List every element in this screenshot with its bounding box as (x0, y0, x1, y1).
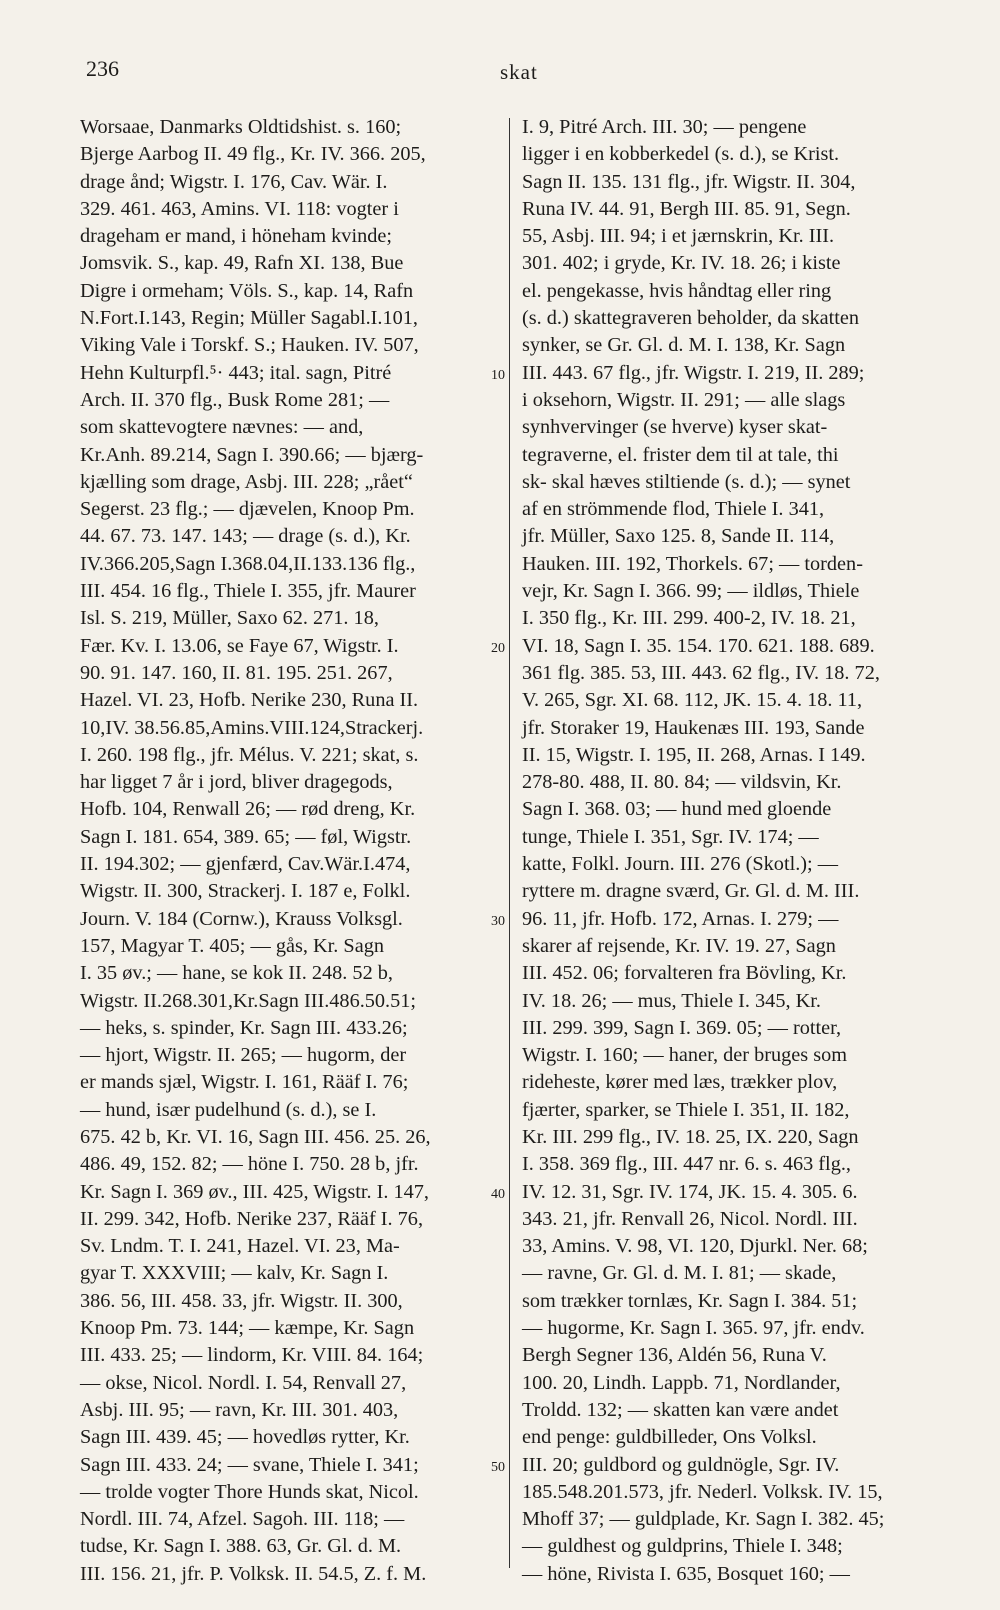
text-line: Kr. III. 299 flg., IV. 18. 25, IX. 220, Sagn (522, 1125, 859, 1148)
text-line: Wigstr. II. 300, Strackerj. I. 187 e, Folkl. (80, 880, 411, 903)
text-line: 157, Magyar T. 405; — gås, Kr. Sagn (80, 934, 384, 957)
text-line: II. 15, Wigstr. I. 195, II. 268, Arnas. I 149. (522, 743, 866, 766)
text-line: Sagn II. 135. 131 flg., jfr. Wigstr. II. 304, (522, 170, 856, 193)
text-line: Bjerge Aarbog II. 49 flg., Kr. IV. 366. 205, (80, 143, 426, 166)
line-marker: 50 (491, 1459, 505, 1475)
text-line: — trolde vogter Thore Hunds skat, Nicol. (80, 1480, 419, 1503)
line-marker: 30 (491, 913, 505, 929)
text-line: Kr. Sagn I. 369 øv., III. 425, Wigstr. I. 147, (80, 1180, 430, 1203)
text-line: — höne, Rivista I. 635, Bosquet 160; — (522, 1562, 850, 1585)
text-line: katte, Folkl. Journ. III. 276 (Skotl.); — (522, 853, 839, 876)
text-line: som skattevogtere nævnes: — and, (80, 416, 364, 439)
column-divider (509, 118, 510, 1568)
text-line: Digre i ormeham; Völs. S., kap. 14, Rafn (80, 279, 414, 302)
text-line: rideheste, kører med læs, trækker plov, (522, 1071, 838, 1094)
text-line: Isl. S. 219, Müller, Saxo 62. 271. 18, (80, 607, 379, 630)
text-line: III. 454. 16 flg., Thiele I. 355, jfr. Maurer (80, 580, 416, 603)
text-line: Troldd. 132; — skatten kan være andet (522, 1398, 839, 1421)
text-line: — guldhest og guldprins, Thiele I. 348; (522, 1535, 843, 1558)
text-line: skarer af rejsende, Kr. IV. 19. 27, Sagn (522, 934, 836, 957)
text-line: ryttere m. dragne sværd, Gr. Gl. d. M. III. (522, 880, 860, 903)
running-title: skat (500, 60, 538, 84)
text-line: af en strömmende flod, Thiele I. 341, (522, 498, 825, 521)
text-line: Fær. Kv. I. 13.06, se Faye 67, Wigstr. I. (80, 634, 399, 657)
text-line: I. 358. 369 flg., III. 447 nr. 6. s. 463 flg., (522, 1153, 851, 1176)
text-line: Bergh Segner 136, Aldén 56, Runa V. (522, 1344, 827, 1367)
text-line: 96. 11, jfr. Hofb. 172, Arnas. I. 279; — (522, 907, 839, 930)
text-line: Kr.Anh. 89.214, Sagn I. 390.66; — bjærg- (80, 443, 424, 466)
line-marker: 40 (491, 1186, 505, 1202)
text-line: Wigstr. II.268.301,Kr.Sagn III.486.50.51; (80, 989, 417, 1012)
text-line: Nordl. III. 74, Afzel. Sagoh. III. 118; — (80, 1508, 405, 1531)
text-line: Journ. V. 184 (Cornw.), Krauss Volksgl. (80, 907, 403, 930)
text-line: i oksehorn, Wigstr. II. 291; — alle slags (522, 388, 846, 411)
text-line: 185.548.201.573, jfr. Nederl. Volksk. IV. 15, (522, 1480, 883, 1503)
text-line: synhvervinger (se hverve) kyser skat- (522, 416, 828, 439)
text-line: Segerst. 23 flg.; — djævelen, Knoop Pm. (80, 498, 415, 521)
text-line: ligger i en kobberkedel (s. d.), se Krist. (522, 143, 840, 166)
line-marker: 10 (491, 367, 505, 383)
text-line: 10,IV. 38.56.85,Amins.VIII.124,Strackerj. (80, 716, 424, 739)
text-line: 278-80. 488, II. 80. 84; — vildsvin, Kr. (522, 771, 842, 794)
line-marker: 20 (491, 640, 505, 656)
text-line: har ligget 7 år i jord, bliver dragegods, (80, 771, 393, 794)
text-line: som trækker tornlæs, Kr. Sagn I. 384. 51; (522, 1289, 858, 1312)
text-line: 361 flg. 385. 53, III. 443. 62 flg., IV. 18. 72, (522, 661, 880, 684)
text-line: 90. 91. 147. 160, II. 81. 195. 251. 267, (80, 661, 393, 684)
text-line: Sagn III. 439. 45; — hovedløs rytter, Kr. (80, 1426, 410, 1449)
text-line: VI. 18, Sagn I. 35. 154. 170. 621. 188. 689. (522, 634, 875, 657)
text-line: tegraverne, el. frister dem til at tale, thi (522, 443, 839, 466)
text-line: Hazel. VI. 23, Hofb. Nerike 230, Runa II. (80, 689, 419, 712)
text-line: — okse, Nicol. Nordl. I. 54, Renvall 27, (80, 1371, 407, 1394)
text-line: V. 265, Sgr. XI. 68. 112, JK. 15. 4. 18. 11, (522, 689, 863, 712)
text-line: — hjort, Wigstr. II. 265; — hugorm, der (80, 1044, 407, 1067)
text-line: — hund, især pudelhund (s. d.), se I. (80, 1098, 377, 1121)
text-line: drage ånd; Wigstr. I. 176, Cav. Wär. I. (80, 170, 388, 193)
text-line: jfr. Storaker 19, Haukenæs III. 193, Sande (522, 716, 865, 739)
text-line: 486. 49, 152. 82; — höne I. 750. 28 b, jfr. (80, 1153, 419, 1176)
text-line: Sagn III. 433. 24; — svane, Thiele I. 341; (80, 1453, 419, 1476)
text-line: vejr, Kr. Sagn I. 366. 99; — ildløs, Thiele (522, 580, 860, 603)
text-line: 100. 20, Lindh. Lappb. 71, Nordlander, (522, 1371, 841, 1394)
text-line: IV. 18. 26; — mus, Thiele I. 345, Kr. (522, 989, 821, 1012)
text-line: — heks, s. spinder, Kr. Sagn III. 433.26; (80, 1016, 408, 1039)
text-line: drageham er mand, i höneham kvinde; (80, 225, 393, 248)
text-line: Viking Vale i Torskf. S.; Hauken. IV. 507, (80, 334, 419, 357)
text-line: jfr. Müller, Saxo 125. 8, Sande II. 114, (522, 525, 835, 548)
text-line: er mands sjæl, Wigstr. I. 161, Rääf I. 76; (80, 1071, 409, 1094)
text-line: Knoop Pm. 73. 144; — kæmpe, Kr. Sagn (80, 1317, 415, 1340)
text-line: Runa IV. 44. 91, Bergh III. 85. 91, Segn. (522, 197, 851, 220)
text-line: Worsaae, Danmarks Oldtidshist. s. 160; (80, 116, 402, 138)
text-line: III. 20; guldbord og guldnögle, Sgr. IV. (522, 1453, 840, 1476)
text-line: Mhoff 37; — guldplade, Kr. Sagn I. 382. 45; (522, 1508, 885, 1531)
right-column (522, 114, 972, 1588)
text-line: IV. 12. 31, Sgr. IV. 174, JK. 15. 4. 305. 6. (522, 1180, 858, 1203)
text-line: el. pengekasse, hvis håndtag eller ring (522, 279, 832, 302)
text-line: Hehn Kulturpfl.⁵· 443; ital. sagn, Pitré (80, 361, 392, 384)
text-line: end penge: guldbilleder, Ons Volksl. (522, 1426, 817, 1449)
text-line: Jomsvik. S., kap. 49, Rafn XI. 138, Bue (80, 252, 404, 275)
text-line: 44. 67. 73. 147. 143; — drage (s. d.), Kr. (80, 525, 411, 548)
page-number: 236 (86, 56, 119, 81)
text-line: III. 452. 06; forvalteren fra Bövling, Kr. (522, 962, 847, 985)
text-line: IV.366.205,Sagn I.368.04,II.133.136 flg., (80, 552, 416, 575)
text-line: Arch. II. 370 flg., Busk Rome 281; — (80, 388, 390, 411)
text-line: (s. d.) skattegraveren beholder, da skatten (522, 307, 860, 330)
text-line: Sagn I. 181. 654, 389. 65; — føl, Wigstr. (80, 825, 412, 848)
left-column (80, 114, 520, 1588)
text-line: III. 443. 67 flg., jfr. Wigstr. I. 219, II. 289; (522, 361, 865, 384)
text-line: 33, Amins. V. 98, VI. 120, Djurkl. Ner. 68; (522, 1235, 868, 1258)
text-line: 329. 461. 463, Amins. VI. 118: vogter i (80, 197, 399, 220)
text-line: I. 260. 198 flg., jfr. Mélus. V. 221; skat, s. (80, 743, 419, 766)
text-line: III. 156. 21, jfr. P. Volksk. II. 54.5, Z. f. M. (80, 1562, 427, 1585)
text-line: Asbj. III. 95; — ravn, Kr. III. 301. 403, (80, 1398, 399, 1421)
text-line: kjælling som drage, Asbj. III. 228; „rået“ (80, 470, 413, 493)
text-line: II. 299. 342, Hofb. Nerike 237, Rääf I. 76, (80, 1207, 424, 1230)
text-line: 386. 56, III. 458. 33, jfr. Wigstr. II. 300, (80, 1289, 403, 1312)
text-line: I. 35 øv.; — hane, se kok II. 248. 52 b, (80, 962, 393, 985)
text-line: II. 194.302; — gjenfærd, Cav.Wär.I.474, (80, 853, 411, 876)
text-line: Sagn I. 368. 03; — hund med gloende (522, 798, 832, 821)
text-line: sk- skal hæves stiltiende (s. d.); — synet (522, 470, 851, 493)
text-line: 675. 42 b, Kr. VI. 16, Sagn III. 456. 25. 26, (80, 1125, 431, 1148)
text-line: 55, Asbj. III. 94; i et jærnskrin, Kr. III. (522, 225, 835, 248)
text-line: N.Fort.I.143, Regin; Müller Sagabl.I.101, (80, 307, 418, 330)
text-line: Hauken. III. 192, Thorkels. 67; — torden- (522, 552, 863, 575)
text-line: III. 299. 399, Sagn I. 369. 05; — rotter, (522, 1016, 842, 1039)
text-line: — ravne, Gr. Gl. d. M. I. 81; — skade, (522, 1262, 837, 1285)
text-line: 301. 402; i gryde, Kr. IV. 18. 26; i kiste (522, 252, 841, 275)
text-line: tudse, Kr. Sagn I. 388. 63, Gr. Gl. d. M. (80, 1535, 402, 1558)
text-line: 343. 21, jfr. Renvall 26, Nicol. Nordl. III. (522, 1207, 858, 1230)
text-line: — hugorme, Kr. Sagn I. 365. 97, jfr. endv. (522, 1317, 865, 1340)
text-line: Wigstr. I. 160; — haner, der bruges som (522, 1044, 848, 1067)
text-line: synker, se Gr. Gl. d. M. I. 138, Kr. Sagn (522, 334, 846, 357)
text-line: tunge, Thiele I. 351, Sgr. IV. 174; — (522, 825, 819, 848)
text-line: Hofb. 104, Renwall 26; — rød dreng, Kr. (80, 798, 416, 821)
text-line: III. 433. 25; — lindorm, Kr. VIII. 84. 164; (80, 1344, 424, 1367)
text-line: fjærter, sparker, se Thiele I. 351, II. 182, (522, 1098, 850, 1121)
text-line: I. 9, Pitré Arch. III. 30; — pengene (522, 116, 807, 138)
text-line: gyar T. XXXVIII; — kalv, Kr. Sagn I. (80, 1262, 389, 1285)
text-line: Sv. Lndm. T. I. 241, Hazel. VI. 23, Ma- (80, 1235, 400, 1258)
text-line: I. 350 flg., Kr. III. 299. 400-2, IV. 18. 21, (522, 607, 856, 630)
